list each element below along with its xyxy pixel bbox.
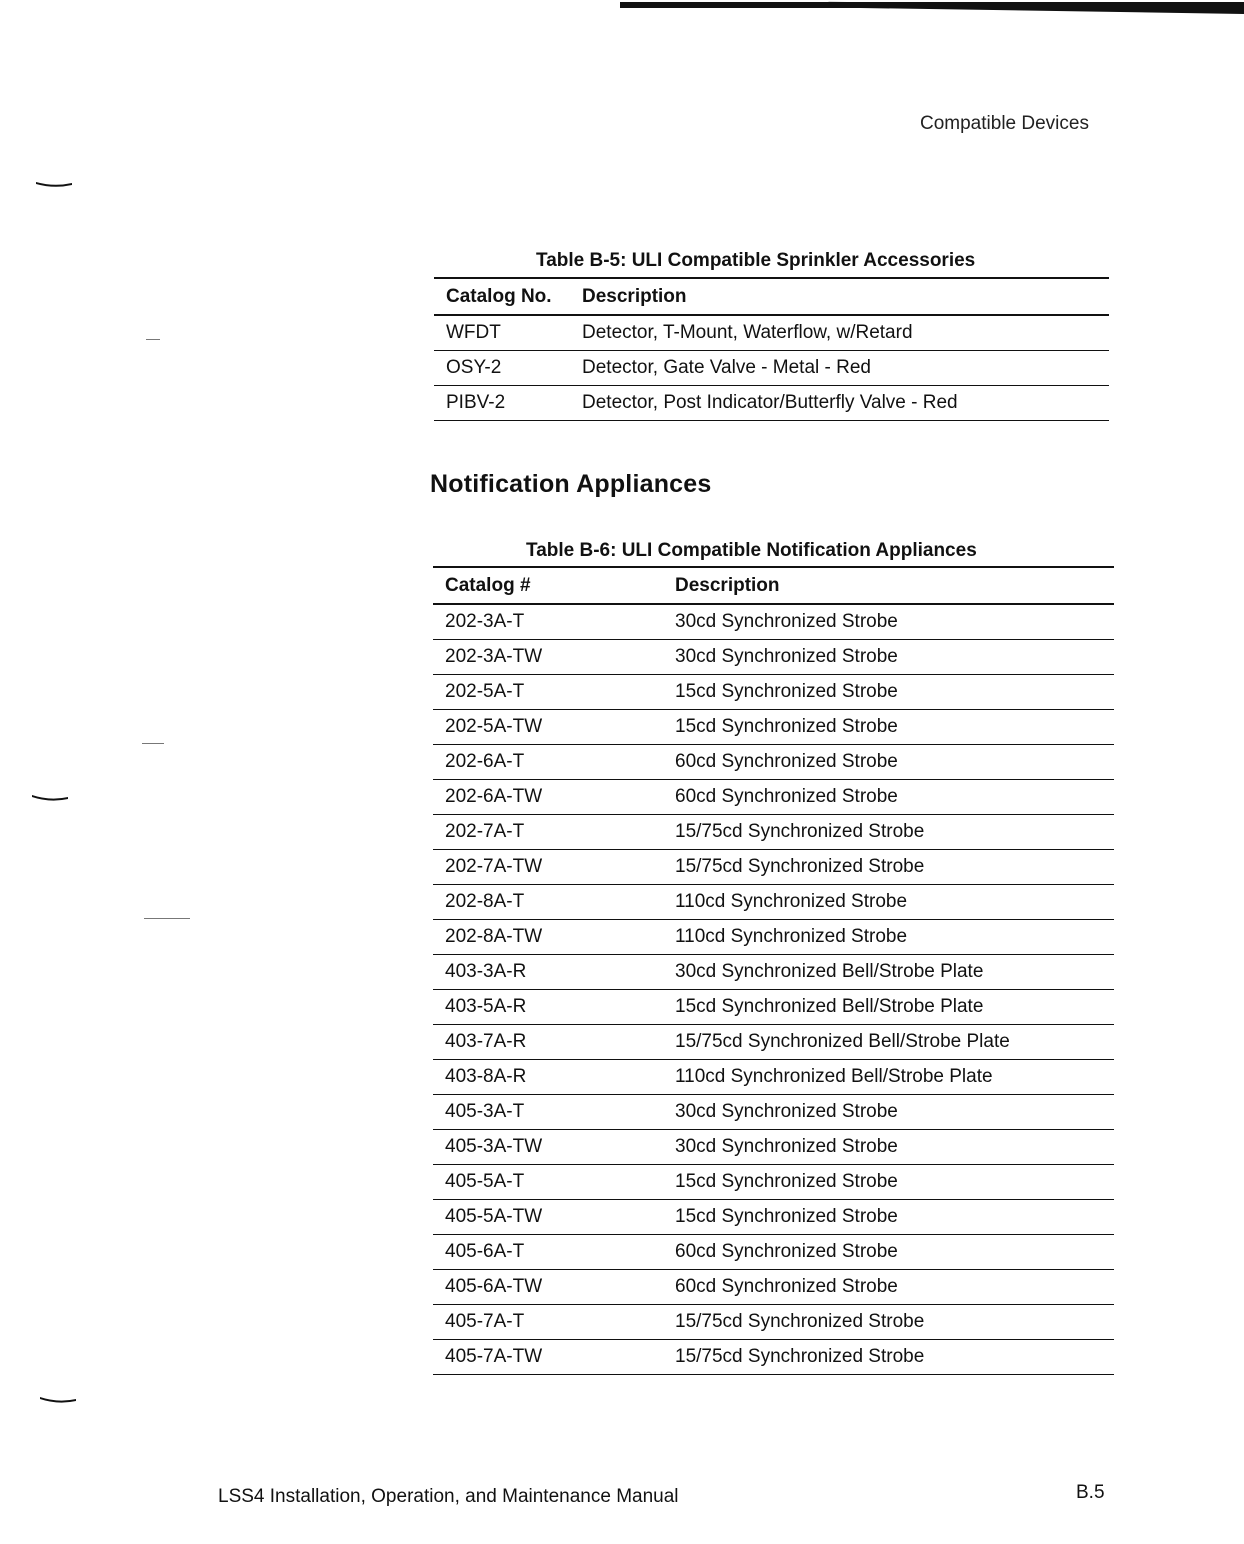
description-cell: Detector, T-Mount, Waterflow, w/Retard: [582, 315, 1109, 351]
catalog-cell: 403-5A-R: [433, 990, 675, 1025]
catalog-cell: OSY-2: [434, 351, 582, 386]
table-row: [434, 351, 1109, 386]
description-cell: Detector, Post Indicator/Butterfly Valve - Red: [582, 386, 1109, 421]
description-cell: 60cd Synchronized Strobe: [675, 745, 1114, 780]
scan-speck: [144, 918, 190, 919]
table-row: [433, 990, 1114, 1025]
table-row: [433, 885, 1114, 920]
scan-edge-bar: [620, 0, 1244, 14]
table-row: [433, 1165, 1114, 1200]
catalog-cell: 202-7A-T: [433, 815, 675, 850]
description-cell: 15/75cd Synchronized Strobe: [675, 1340, 1114, 1375]
description-cell: 15/75cd Synchronized Bell/Strobe Plate: [675, 1025, 1114, 1060]
description-cell: 30cd Synchronized Strobe: [675, 604, 1114, 640]
column-header-catalog: Catalog No.: [434, 278, 582, 315]
table-row: [434, 386, 1109, 421]
description-cell: 15cd Synchronized Strobe: [675, 675, 1114, 710]
catalog-cell: 202-6A-TW: [433, 780, 675, 815]
table-row: [433, 675, 1114, 710]
binding-mark-icon: [36, 180, 72, 188]
catalog-cell: 403-8A-R: [433, 1060, 675, 1095]
column-header-description: Description: [675, 567, 1114, 604]
description-cell: 15cd Synchronized Strobe: [675, 1200, 1114, 1235]
catalog-cell: 202-8A-T: [433, 885, 675, 920]
binding-mark-icon: [40, 1396, 76, 1404]
table-row: [433, 780, 1114, 815]
description-cell: 15cd Synchronized Strobe: [675, 710, 1114, 745]
catalog-cell: WFDT: [434, 315, 582, 351]
description-cell: 110cd Synchronized Bell/Strobe Plate: [675, 1060, 1114, 1095]
table-row: [433, 640, 1114, 675]
running-header: Compatible Devices: [920, 113, 1089, 134]
catalog-cell: 403-7A-R: [433, 1025, 675, 1060]
binding-mark-icon: [32, 794, 68, 802]
table-b5-title: Table B-5: ULI Compatible Sprinkler Accessories: [536, 250, 976, 271]
table-row: [433, 815, 1114, 850]
catalog-cell: 202-7A-TW: [433, 850, 675, 885]
catalog-cell: 202-5A-T: [433, 675, 675, 710]
catalog-cell: PIBV-2: [434, 386, 582, 421]
catalog-cell: 405-6A-T: [433, 1235, 675, 1270]
catalog-cell: 405-7A-T: [433, 1305, 675, 1340]
table-row: [433, 745, 1114, 780]
description-cell: 15/75cd Synchronized Strobe: [675, 1305, 1114, 1340]
description-cell: 30cd Synchronized Strobe: [675, 1095, 1114, 1130]
table-b6-title: Table B-6: ULI Compatible Notification Appliances: [526, 540, 977, 561]
table-row: [433, 955, 1114, 990]
table-row: [433, 1270, 1114, 1305]
description-cell: Detector, Gate Valve - Metal - Red: [582, 351, 1109, 386]
catalog-cell: 202-3A-TW: [433, 640, 675, 675]
footer-manual-title: LSS4 Installation, Operation, and Maintenance Manual: [218, 1486, 679, 1507]
description-cell: 30cd Synchronized Bell/Strobe Plate: [675, 955, 1114, 990]
catalog-cell: 405-5A-T: [433, 1165, 675, 1200]
table-row: [433, 710, 1114, 745]
catalog-cell: 405-5A-TW: [433, 1200, 675, 1235]
table-row: [433, 604, 1114, 640]
description-cell: 30cd Synchronized Strobe: [675, 1130, 1114, 1165]
description-cell: 15/75cd Synchronized Strobe: [675, 815, 1114, 850]
catalog-cell: 202-6A-T: [433, 745, 675, 780]
description-cell: 110cd Synchronized Strobe: [675, 920, 1114, 955]
description-cell: 15cd Synchronized Bell/Strobe Plate: [675, 990, 1114, 1025]
table-row: [433, 920, 1114, 955]
description-cell: 30cd Synchronized Strobe: [675, 640, 1114, 675]
page-number: B.5: [1076, 1482, 1105, 1503]
column-header-description: Description: [582, 278, 1109, 315]
section-title: Notification Appliances: [430, 470, 712, 498]
table-b6: [433, 566, 1114, 1375]
catalog-cell: 405-6A-TW: [433, 1270, 675, 1305]
catalog-cell: 202-5A-TW: [433, 710, 675, 745]
table-row: [433, 1060, 1114, 1095]
table-b5: [434, 277, 1109, 421]
table-row: [433, 1340, 1114, 1375]
table-row: [433, 1235, 1114, 1270]
table-row: [433, 1130, 1114, 1165]
description-cell: 15cd Synchronized Strobe: [675, 1165, 1114, 1200]
scan-speck: [142, 743, 164, 744]
description-cell: 15/75cd Synchronized Strobe: [675, 850, 1114, 885]
description-cell: 60cd Synchronized Strobe: [675, 1270, 1114, 1305]
description-cell: 60cd Synchronized Strobe: [675, 1235, 1114, 1270]
table-row: [433, 1305, 1114, 1340]
catalog-cell: 202-8A-TW: [433, 920, 675, 955]
table-row: [433, 1025, 1114, 1060]
scan-speck: [146, 339, 160, 340]
table-row: [433, 1095, 1114, 1130]
table-row: [434, 315, 1109, 351]
description-cell: 110cd Synchronized Strobe: [675, 885, 1114, 920]
catalog-cell: 405-7A-TW: [433, 1340, 675, 1375]
description-cell: 60cd Synchronized Strobe: [675, 780, 1114, 815]
catalog-cell: 405-3A-TW: [433, 1130, 675, 1165]
table-header-row: [433, 567, 1114, 604]
table-row: [433, 850, 1114, 885]
column-header-catalog: Catalog #: [433, 567, 675, 604]
catalog-cell: 202-3A-T: [433, 604, 675, 640]
table-row: [433, 1200, 1114, 1235]
catalog-cell: 403-3A-R: [433, 955, 675, 990]
table-header-row: [434, 278, 1109, 315]
catalog-cell: 405-3A-T: [433, 1095, 675, 1130]
